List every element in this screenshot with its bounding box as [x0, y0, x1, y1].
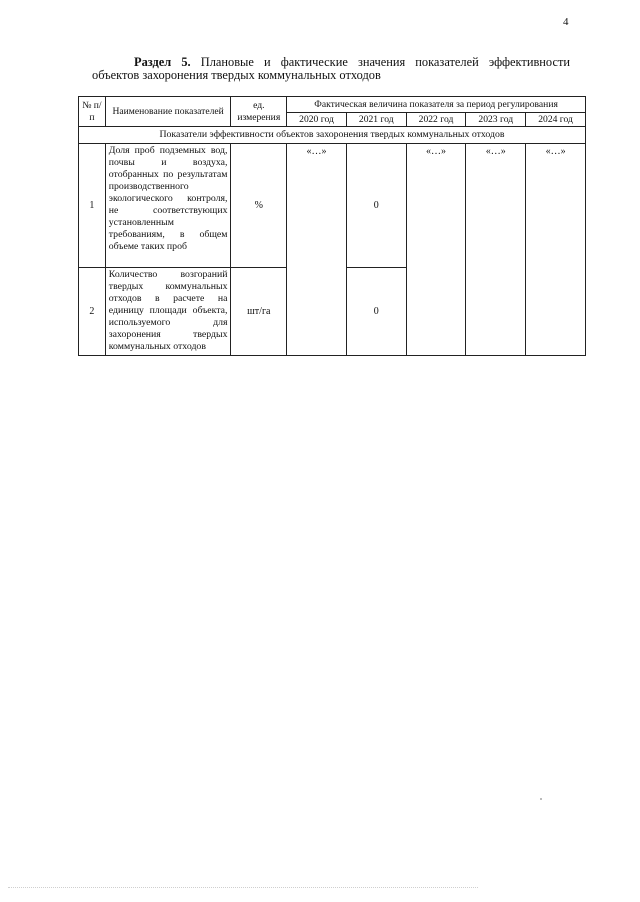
scan-dot — [540, 798, 542, 800]
page-number: 4 — [563, 16, 569, 28]
row-name: Доля проб подземных вод, почвы и воздуха, отобранных по результатам производственного экологического контроля, не соответствующих установленным требованиям, в общем объеме таких проб — [105, 144, 231, 268]
row-unit: % — [231, 144, 287, 268]
header-year-2021: 2021 год — [346, 113, 406, 127]
row-value-2024: «…» — [526, 144, 586, 356]
header-num: № п/п — [79, 97, 106, 127]
section-title-part-1: Плановые и фактические значения показателей эффективности — [200, 55, 570, 69]
section-heading — [92, 56, 570, 82]
row-num: 2 — [79, 268, 106, 356]
header-year-2020: 2020 год — [287, 113, 347, 127]
group-row — [79, 127, 586, 144]
header-name: Наименование показателей — [105, 97, 231, 127]
header-year-2022: 2022 год — [406, 113, 466, 127]
group-title: Показатели эффективности объектов захоронения твердых коммунальных отходов — [79, 127, 586, 144]
row-value-2020: «…» — [287, 144, 347, 356]
section-title-part-2: объектов захоронения твердых коммунальных отходов — [92, 68, 381, 82]
row-value-2023: «…» — [466, 144, 526, 356]
row-value-2022: «…» — [406, 144, 466, 356]
row-value-2021: 0 — [346, 144, 406, 268]
header-unit: ед. измерения — [231, 97, 287, 127]
header-period: Фактическая величина показателя за период регулирования — [287, 97, 586, 113]
row-value-2021: 0 — [346, 268, 406, 356]
row-num: 1 — [79, 144, 106, 268]
table-row — [79, 144, 586, 268]
row-name: Количество возгораний твердых коммунальных отходов в расчете на единицу площади объекта, используемого для захоронения твердых коммунальных отходов — [105, 268, 231, 356]
section-label: Раздел 5. — [134, 55, 191, 69]
row-unit: шт/га — [231, 268, 287, 356]
header-year-2024: 2024 год — [526, 113, 586, 127]
scan-noise-line — [8, 887, 478, 888]
indicators-table — [78, 96, 586, 356]
header-year-2023: 2023 год — [466, 113, 526, 127]
